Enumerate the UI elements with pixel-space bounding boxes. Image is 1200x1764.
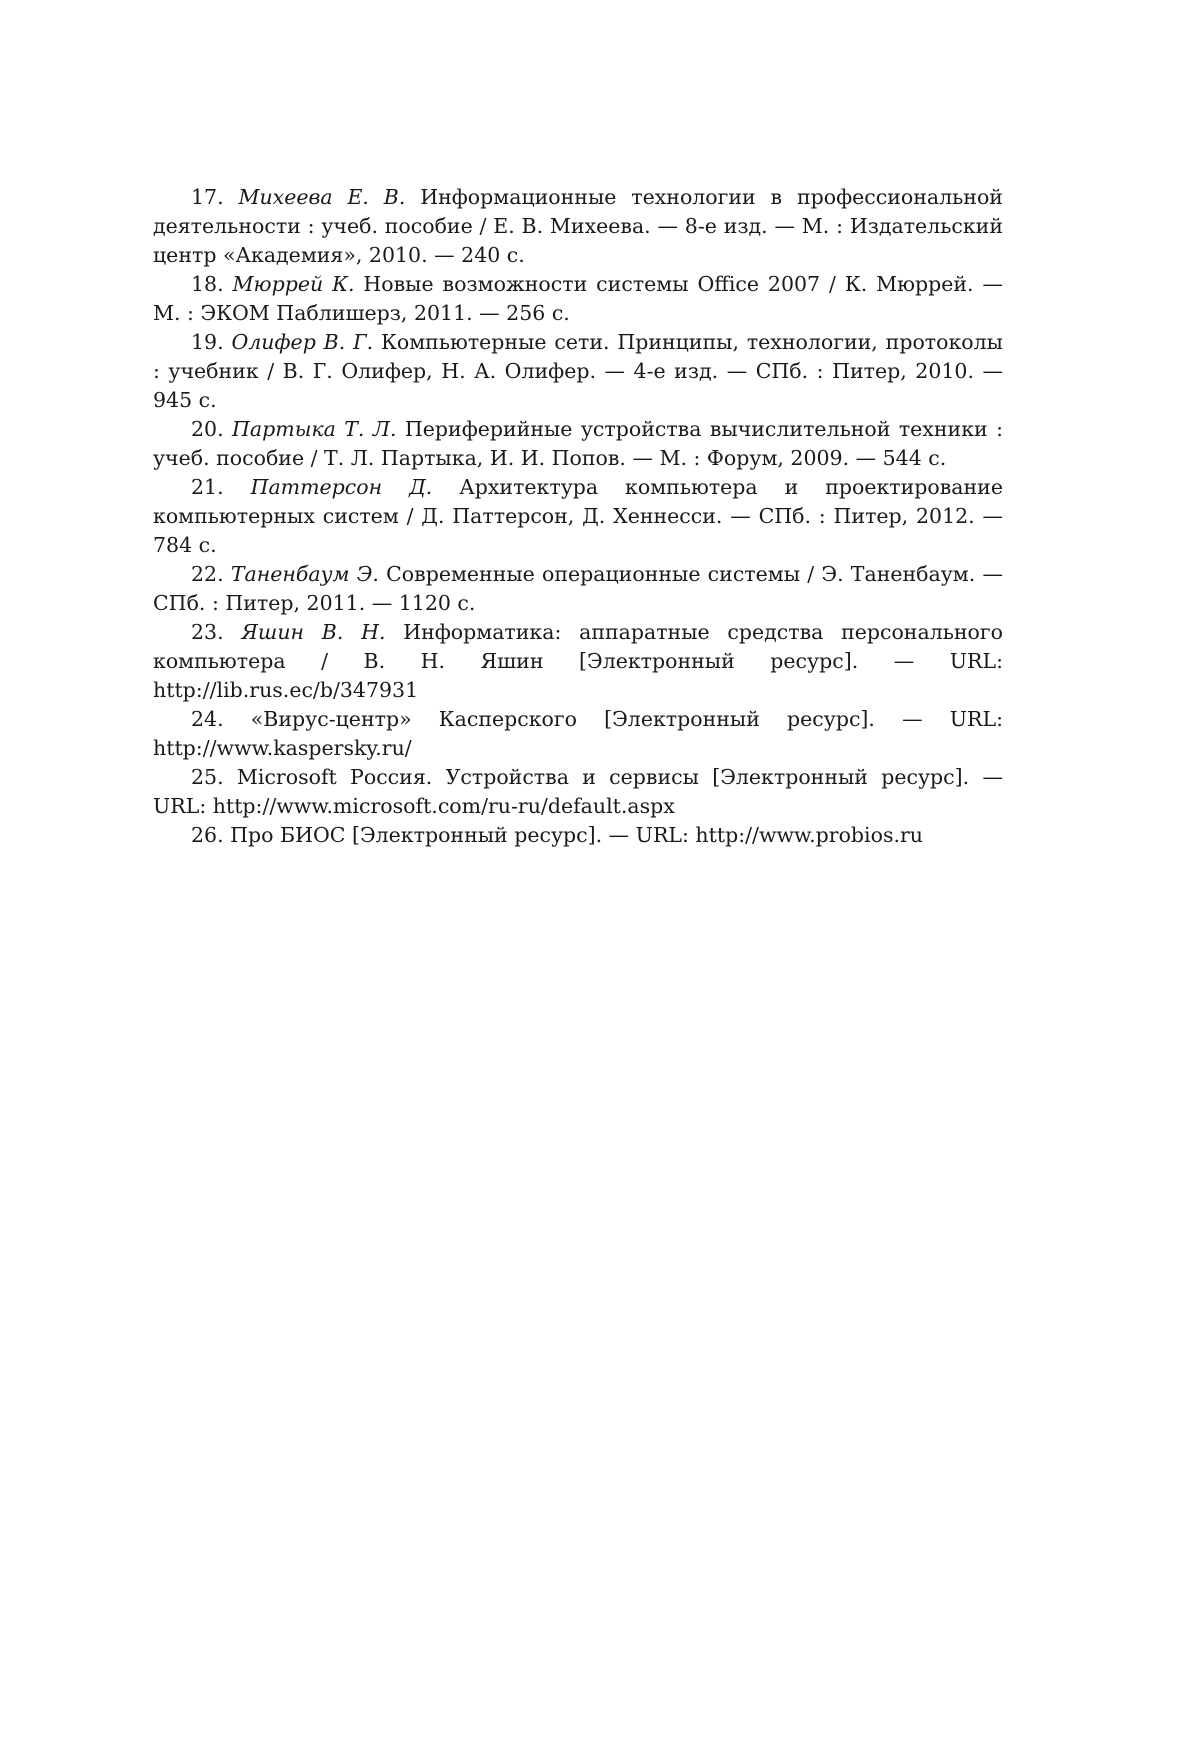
reference-text: Современные операционные системы / Э. Таненбаум. — СПб. : Питер, 2011. — 1120 с. [153, 562, 1003, 615]
reference-author: Олифер В. Г. [231, 330, 374, 354]
reference-number: 20. [191, 417, 224, 441]
reference-text: Microsoft Россия. Устройства и сервисы [Электронный ресурс]. — URL: http://www.microsoft.com/ru-ru/default.aspx [153, 765, 1003, 818]
reference-item [153, 183, 1003, 270]
reference-item [153, 270, 1003, 328]
reference-number: 21. [191, 475, 224, 499]
reference-text: Информационные технологии в профессиональной деятельности : учеб. пособие / Е. В. Михеева. — 8-е изд. — М. : Издательский центр «Академия», 2010. — 240 с. [153, 185, 1003, 267]
reference-item [153, 618, 1003, 705]
reference-item [153, 763, 1003, 821]
reference-number: 25. [191, 765, 224, 789]
reference-author: Партыка Т. Л. [232, 417, 397, 441]
reference-author: Михеева Е. В. [238, 185, 406, 209]
reference-number: 23. [191, 620, 224, 644]
reference-item [153, 328, 1003, 415]
reference-text: Про БИОС [Электронный ресурс]. — URL: http://www.probios.ru [230, 823, 923, 847]
reference-item [153, 415, 1003, 473]
reference-item [153, 560, 1003, 618]
reference-author: Паттерсон Д. [250, 475, 433, 499]
reference-number: 17. [191, 185, 224, 209]
reference-list [153, 183, 1003, 850]
reference-text: «Вирус-центр» Касперского [Электронный ресурс]. — URL: http://www.kaspersky.ru/ [153, 707, 1003, 760]
reference-number: 19. [191, 330, 224, 354]
reference-number: 24. [191, 707, 224, 731]
reference-number: 18. [191, 272, 224, 296]
reference-author: Мюррей К. [232, 272, 355, 296]
reference-author: Яшин В. Н. [241, 620, 386, 644]
reference-item [153, 473, 1003, 560]
reference-number: 26. [191, 823, 224, 847]
reference-text: Компьютерные сети. Принципы, технологии, протоколы : учебник / В. Г. Олифер, Н. А. Олифер. — 4-е изд. — СПб. : Питер, 2010. — 945 с. [153, 330, 1003, 412]
reference-author: Таненбаум Э. [230, 562, 379, 586]
reference-number: 22. [191, 562, 224, 586]
reference-text: Архитектура компьютера и проектирование компьютерных систем / Д. Паттерсон, Д. Хеннесси. — СПб. : Питер, 2012. — 784 с. [153, 475, 1003, 557]
reference-item [153, 705, 1003, 763]
reference-text: Периферийные устройства вычислительной техники : учеб. пособие / Т. Л. Партыка, И. И. Попов. — М. : Форум, 2009. — 544 с. [153, 417, 1003, 470]
reference-item [153, 821, 1003, 850]
reference-text: Информатика: аппаратные средства персонального компьютера / В. Н. Яшин [Электронный ресурс]. — URL: http://lib.rus.ec/b/347931 [153, 620, 1003, 702]
reference-text: Новые возможности системы Office 2007 / К. Мюррей. — М. : ЭКОМ Паблишерз, 2011. — 256 с. [153, 272, 1003, 325]
